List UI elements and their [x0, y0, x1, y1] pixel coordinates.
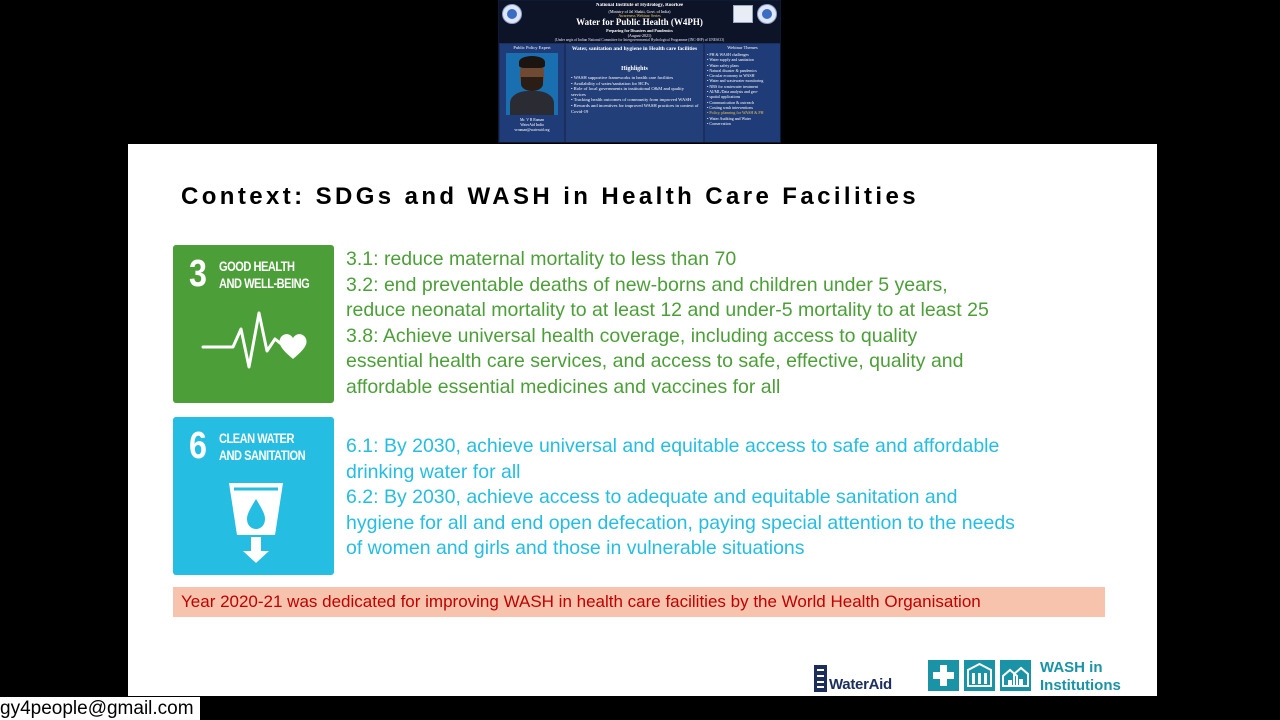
list-item: • Rewards and incentives for improved WASH practices in context of Covid-19: [571, 103, 699, 114]
speaker-email: vrraman@wateraid.org: [514, 128, 550, 132]
sdg3-label: GOOD HEALTH AND WELL-BEING: [219, 259, 310, 291]
themes-heading: Webinar Themes: [727, 45, 758, 50]
banner-header: [499, 1, 780, 43]
email-text: gy4people@gmail.com: [0, 698, 194, 719]
list-item: • Conservation: [707, 121, 779, 126]
target-line: essential health care services, and access to safe, effective, quality and: [346, 350, 964, 373]
sdg3-number: 3: [189, 253, 207, 295]
medical-cross-icon: [928, 660, 959, 691]
speaker-photo: [506, 53, 558, 115]
webinar-banner: [498, 0, 781, 143]
email-overlay: [0, 697, 200, 720]
target-line: 3.1: reduce maternal mortality to less than 70: [346, 248, 737, 270]
webinar-topic: Water, sanitation and hygiene in Health care facilities: [571, 46, 698, 52]
sdg6-targets: [346, 434, 1015, 562]
list-item: • Costing wash interventions: [707, 105, 779, 110]
water-glass-icon: [197, 479, 307, 569]
list-item: • Circular economy in WASH: [707, 73, 779, 78]
target-line: 3.2: end preventable deaths of new-borns and children under 5 years,: [346, 273, 948, 296]
speaker-panel: [500, 44, 564, 142]
wash-wordmark: WASH in Institutions: [1040, 659, 1121, 694]
list-item: • AI/ML/Data analysis and geo-: [707, 89, 779, 94]
themes-list: [707, 52, 779, 126]
target-line: 6.1: By 2030, achieve universal and equitable access to safe and affordable: [346, 435, 1000, 457]
speaker-org: WaterAid India: [520, 123, 544, 127]
sdg6-number: 6: [189, 425, 207, 467]
list-item: • Availability of water/sanitation for HCFs: [571, 81, 699, 87]
presentation-slide: [128, 144, 1157, 696]
banner-preparing: Preparing for Disasters and Pandemics: [606, 28, 673, 33]
target-line: hygiene for all and end open defecation, paying special attention to the needs: [346, 511, 1015, 534]
list-item: • Communication & outreach: [707, 100, 779, 105]
list-item: • NBS for wastewater treatment: [707, 84, 779, 89]
themes-panel: [705, 44, 780, 142]
highlights-heading: Highlights: [621, 66, 648, 72]
sdg3-tile: [173, 245, 334, 403]
speaker-name: Mr. V R Raman: [519, 118, 545, 122]
community-houses-icon: [1000, 660, 1031, 691]
heartbeat-icon: [201, 299, 311, 379]
who-note: Year 2020-21 was dedicated for improving WASH in health care facilities by the World Health Organisation: [181, 592, 981, 611]
banner-ministry: (Ministry of Jal Shakti, Govt. of India): [608, 9, 671, 14]
ihp-logo-icon: [757, 4, 777, 24]
target-line: affordable essential medicines and vaccines for all: [346, 375, 781, 398]
list-item: • Policy, planning for WASH & PH: [707, 110, 779, 115]
banner-institute: National Institute of Hydrology, Roorkee: [595, 3, 684, 8]
wateraid-drop-icon: [814, 665, 827, 692]
school-building-icon: [964, 660, 995, 691]
sdg6-label: CLEAN WATER AND SANITATION: [219, 431, 306, 463]
speaker-role: Public Policy Expert: [513, 45, 551, 50]
slide-title: Context: SDGs and WASH in Health Care Facilities: [181, 183, 919, 210]
nih-logo-icon: [502, 4, 522, 24]
target-line: of women and girls and those in vulnerable situations: [346, 537, 805, 560]
speaker-details: [500, 118, 564, 133]
sdg6-tile: [173, 417, 334, 575]
banner-subtitle: Awareness Webinar Series: [618, 13, 661, 18]
list-item: • Natural disaster & pandemics: [707, 68, 779, 73]
sdg3-targets: [346, 247, 989, 401]
who-note-bar: [173, 587, 1105, 617]
list-item: • Tracking health outcomes of community from improved WASH: [571, 97, 699, 103]
target-line: drinking water for all: [346, 460, 521, 483]
target-line: reduce neonatal mortality to at least 12 and under-5 mortality to at least 25: [346, 299, 989, 322]
list-item: • Water Auditing and Water: [707, 116, 779, 121]
wateraid-wordmark: WaterAid: [829, 676, 892, 693]
banner-auspice: (Under aegis of Indian National Committee for Intergovernmental Hydrological Programme (INC-IHP) of UNESCO): [554, 38, 725, 42]
highlights-list: [571, 75, 699, 114]
target-line: 3.8: Achieve universal health coverage, including access to quality: [346, 324, 918, 347]
highlights-panel: [566, 44, 703, 142]
list-item: • PH & WASH challenges: [707, 52, 779, 57]
list-item: • Water safety plans: [707, 63, 779, 68]
list-item: • Role of local governments in institutional O&M and quality services: [571, 86, 699, 97]
banner-title: Water for Public Health (W4PH): [576, 17, 703, 27]
target-line: 6.2: By 2030, achieve access to adequate and equitable sanitation and: [346, 486, 958, 509]
list-item: • Water and wastewater monitoring: [707, 78, 779, 83]
banner-date: (August-2021): [627, 33, 652, 38]
list-item: • WASH supportive frameworks in health care facilities: [571, 75, 699, 81]
list-item: • Water supply and sanitation: [707, 57, 779, 62]
list-item: • spatial applications: [707, 94, 779, 99]
